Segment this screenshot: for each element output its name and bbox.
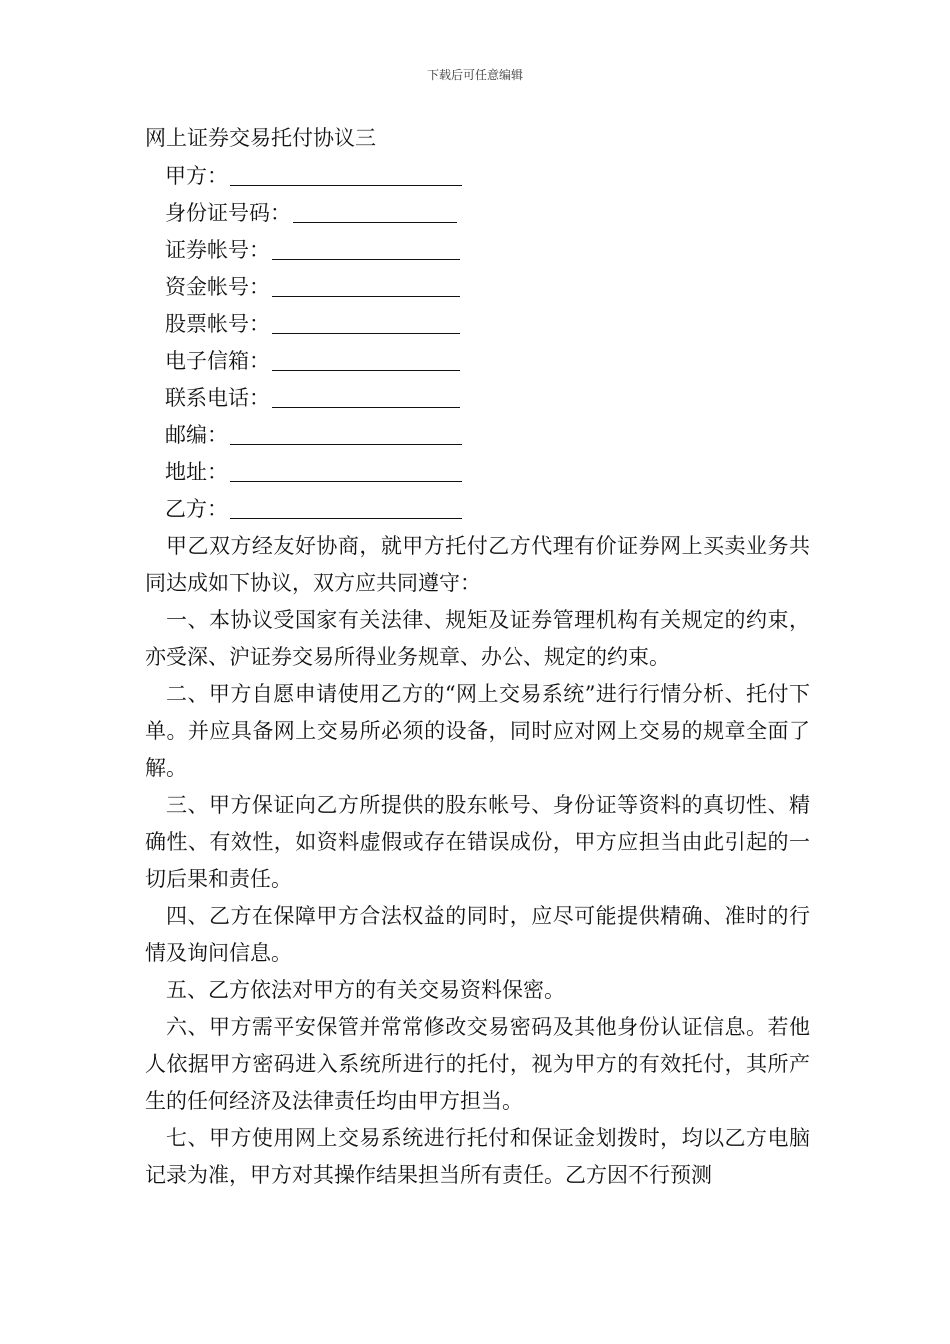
agreement-body xyxy=(145,528,810,1194)
field-blank-line xyxy=(272,237,460,260)
field-row xyxy=(165,452,485,489)
field-label: 资金帐号： xyxy=(165,274,270,299)
field-blank-line xyxy=(230,422,462,445)
agreement-paragraph: 甲乙双方经友好协商，就甲方托付乙方代理有价证券网上买卖业务共同达成如下协议，双方应共同遵守： xyxy=(145,534,810,595)
agreement-paragraph: 六、甲方需平安保管并常常修改交易密码及其他身份认证信息。若他人依据甲方密码进入系统所进行的托付，视为甲方的有效托付，其所产生的任何经济及法律责任均由甲方担当。 xyxy=(145,1015,810,1113)
agreement-paragraph: 二、甲方自愿申请使用乙方的“网上交易系统”进行行情分析、托付下单。并应具备网上交易所必须的设备，同时应对网上交易的规章全面了解。 xyxy=(145,682,810,780)
field-row xyxy=(165,193,485,230)
party-info-fields xyxy=(165,156,485,526)
field-row xyxy=(165,489,485,526)
field-blank-line xyxy=(230,459,462,482)
field-blank-line xyxy=(272,274,460,297)
field-blank-line xyxy=(272,385,460,408)
document-title: 网上证券交易托付协议三 xyxy=(145,126,376,150)
field-label: 股票帐号： xyxy=(165,311,270,336)
field-row xyxy=(165,341,485,378)
field-label: 甲方： xyxy=(165,163,228,188)
agreement-paragraph: 五、乙方依法对甲方的有关交易资料保密。 xyxy=(166,978,565,1002)
field-row xyxy=(165,230,485,267)
field-blank-line xyxy=(230,163,462,186)
field-label: 证券帐号： xyxy=(165,237,270,262)
agreement-paragraph: 四、乙方在保障甲方合法权益的同时，应尽可能提供精确、准时的行情及询问信息。 xyxy=(145,904,810,965)
field-label: 地址： xyxy=(165,459,228,484)
field-label: 邮编： xyxy=(165,422,228,447)
field-blank-line xyxy=(272,348,460,371)
field-blank-line xyxy=(272,311,460,334)
agreement-paragraph: 一、本协议受国家有关法律、规矩及证券管理机构有关规定的约束，亦受深、沪证券交易所得业务规章、办公、规定的约束。 xyxy=(145,608,810,669)
field-row xyxy=(165,378,485,415)
field-row xyxy=(165,156,485,193)
header-note: 下载后可任意编辑 xyxy=(426,68,523,82)
field-row xyxy=(165,415,485,452)
field-label: 电子信箱： xyxy=(165,348,270,373)
agreement-paragraph: 三、甲方保证向乙方所提供的股东帐号、身份证等资料的真切性、精确性、有效性，如资料虚假或存在错误成份，甲方应担当由此引起的一切后果和责任。 xyxy=(145,793,810,891)
field-label: 联系电话： xyxy=(165,385,270,410)
field-blank-line xyxy=(230,496,462,519)
field-label: 乙方： xyxy=(165,496,228,521)
field-blank-line xyxy=(293,200,457,223)
field-label: 身份证号码： xyxy=(165,200,291,225)
field-row xyxy=(165,304,485,341)
agreement-paragraph: 七、甲方使用网上交易系统进行托付和保证金划拨时，均以乙方电脑记录为准，甲方对其操作结果担当所有责任。乙方因不行预测 xyxy=(145,1126,810,1187)
field-row xyxy=(165,267,485,304)
